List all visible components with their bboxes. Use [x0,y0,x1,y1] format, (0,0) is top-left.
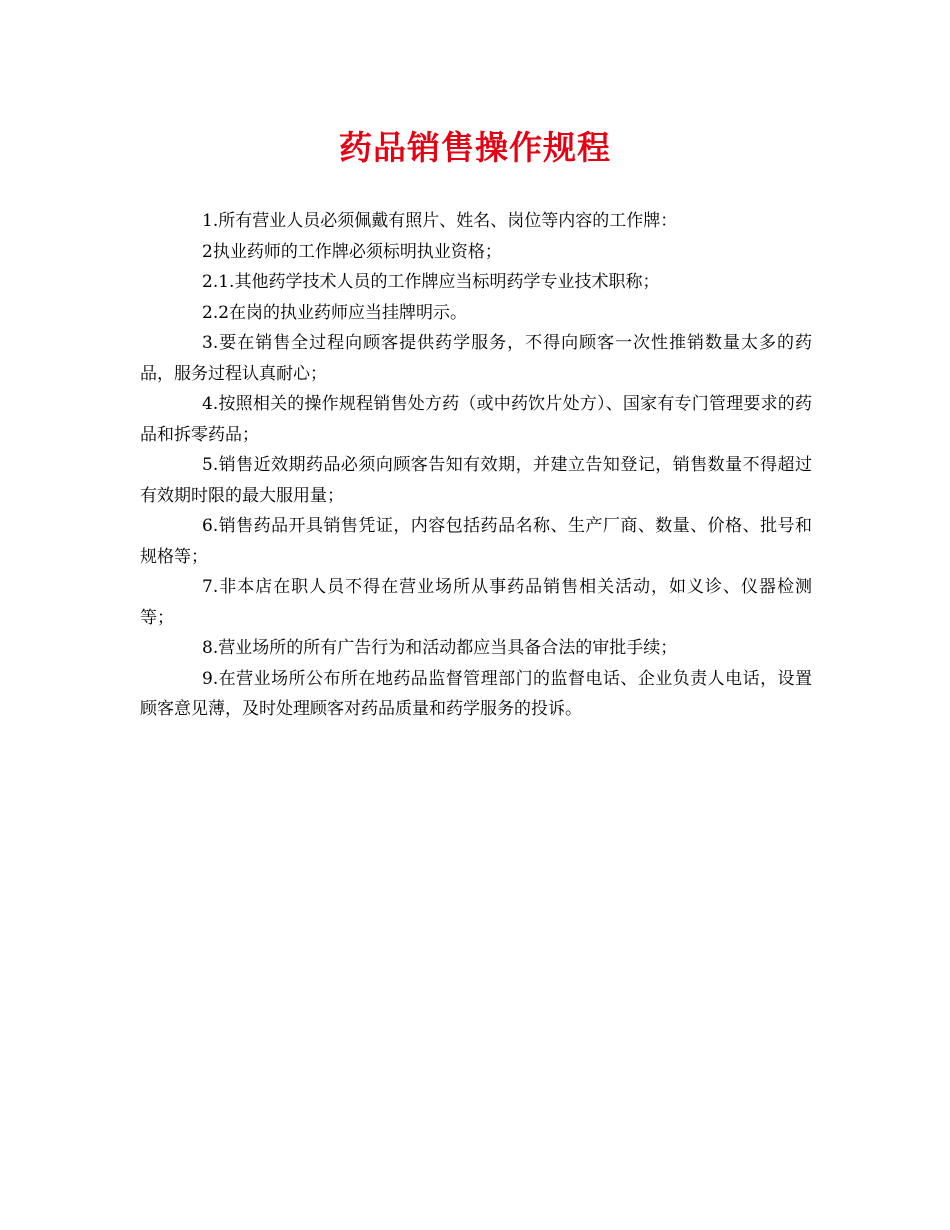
paragraph-3: 3.要在销售全过程向顾客提供药学服务，不得向顾客一次性推销数量太多的药品，服务过程认真耐心； [140,333,812,384]
paragraph-2: 2执业药师的工作牌必须标明执业资格； [202,241,502,262]
paragraph-6: 6.销售药品开具销售凭证，内容包括药品名称、生产厂商、数量、价格、批号和规格等； [140,516,812,567]
paragraph-8: 8.营业场所的所有广告行为和活动都应当具备合法的审批手续； [202,638,678,658]
paragraph-1: 1.所有营业人员必须佩戴有照片、姓名、岗位等内容的工作牌： [202,211,678,231]
paragraph-7: 7.非本店在职人员不得在营业场所从事药品销售相关活动，如义诊、仪器检测等； [140,577,812,628]
paragraph-5: 5.销售近效期药品必须向顾客告知有效期，并建立告知登记，销售数量不得超过有效期时限的最大服用量； [140,455,812,506]
document-title: 药品销售操作规程 [339,128,611,167]
paragraph-4: 4.按照相关的操作规程销售处方药（或中药饮片处方）、国家有专门管理要求的药品和拆零药品； [140,394,812,445]
paragraph-2-2: 2.2在岗的执业药师应当挂牌明示。 [202,302,468,323]
document-body [140,206,812,725]
paragraph-2-1: 2.1.其他药学技术人员的工作牌应当标明药学专业技术职称； [202,272,660,292]
paragraph-9: 9.在营业场所公布所在地药品监督管理部门的监督电话、企业负责人电话，设置顾客意见薄，及时处理顾客对药品质量和药学服务的投诉。 [140,668,812,719]
